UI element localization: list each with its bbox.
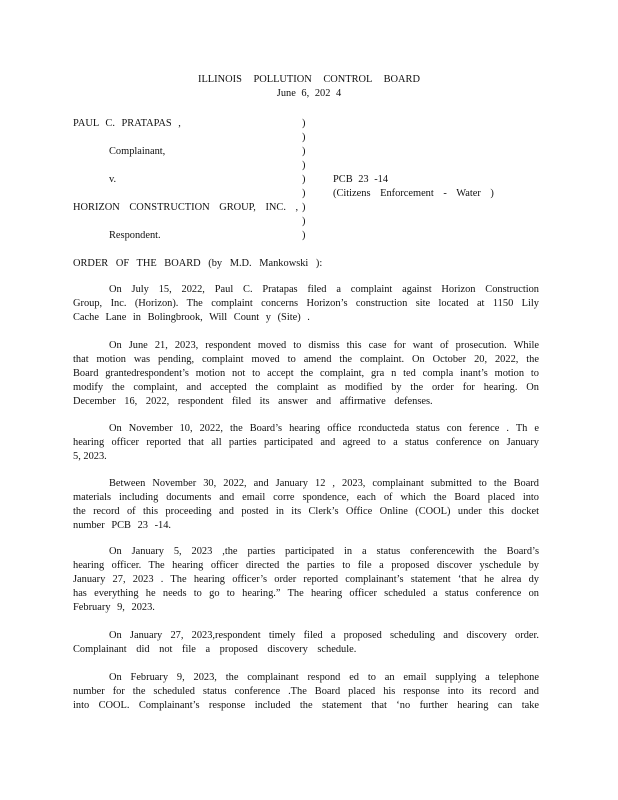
caption-paren: ) (302, 118, 306, 129)
respondent-name: HORIZON CONSTRUCTION GROUP, INC. , (73, 202, 299, 213)
paragraph-line: hearing officer. The hearing officer directed the parties to file a proposed discover yschedule by (73, 560, 539, 571)
board-title: ILLINOIS POLLUTION CONTROL BOARD (197, 74, 420, 85)
paragraph-line: On July 15, 2022, Paul C. Pratapas filed a complaint against Horizon Construction (109, 284, 539, 295)
paragraph-line: February 9, 2023. (73, 602, 155, 613)
paragraph-line: On June 21, 2023, respondent moved to dismiss this case for want of prosecution. While (109, 340, 539, 351)
caption-paren: ) (302, 188, 306, 199)
paragraph-line: On January 27, 2023,respondent timely filed a proposed scheduling and discovery order. (109, 630, 539, 641)
body-paragraph (73, 629, 539, 657)
caption-paren: ) (302, 146, 306, 157)
paragraph-line: December 16, 2022, respondent filed its answer and affirmative defenses. (73, 396, 433, 407)
respondent-role: Respondent. (109, 230, 161, 241)
body-paragraph (73, 339, 539, 409)
paragraph-line: into COOL. Complainant’s response included the statement that ‘no further hearing can take (73, 700, 539, 711)
caption-paren: ) (302, 230, 306, 241)
body-paragraph (73, 422, 539, 464)
complainant-role: Complainant, (109, 146, 166, 157)
paragraph-line: hearing officer reported that all parties participated and agreed to a status conference on January (73, 437, 539, 448)
paragraph-line: Cache Lane in Bolingbrook, Will Count y (Site) . (73, 312, 310, 323)
caption-paren: ) (302, 216, 306, 227)
paragraph-line: materials including documents and email corre spondence, each of which the Board placed into (73, 492, 539, 503)
versus-label: v. (109, 174, 117, 185)
paragraph-line: Complainant did not file a proposed discovery schedule. (73, 644, 357, 655)
complainant-name: PAUL C. PRATAPAS , (73, 118, 181, 129)
paragraph-line: has everything he needs to go to hearing.” The hearing officer scheduled a status conference on (73, 588, 539, 599)
body-paragraph (73, 671, 539, 713)
paragraph-line: Group, Inc. (Horizon). The complaint concerns Horizon’s construction site located at 1150 Lily (73, 298, 539, 309)
paragraph-line: January 27, 2023 . The hearing officer’s order reported complainant’s statement ‘that he alrea dy (73, 574, 539, 585)
paragraph-line: On February 9, 2023, the complainant respond ed to an email supplying a telephone (109, 672, 539, 683)
caption-paren: ) (302, 132, 306, 143)
case-type: (Citizens Enforcement - Water ) (333, 188, 494, 199)
body-paragraph (73, 477, 539, 533)
body-paragraph (73, 283, 539, 325)
body-paragraph (73, 545, 539, 615)
order-date: June 6, 202 4 (276, 88, 342, 99)
paragraph-line: Between November 30, 2022, and January 12 , 2023, complainant submitted to the Board (109, 478, 539, 489)
caption-paren: ) (302, 160, 306, 171)
paragraph-line: that motion was pending, complaint moved to amend the complaint. On October 20, 2022, the (73, 354, 539, 365)
paragraph-line: the record of this proceeding and posted in its Clerk’s Office Online (COOL) under this docket (73, 506, 539, 517)
caption-paren: ) (302, 174, 306, 185)
paragraph-line: number for the scheduled status conference .The Board placed his response into its record and (73, 686, 539, 697)
order-heading: ORDER OF THE BOARD (by M.D. Mankowski ): (73, 258, 323, 269)
caption-paren: ) (302, 202, 306, 213)
paragraph-line: 5, 2023. (73, 451, 107, 462)
paragraph-line: Board grantedrespondent’s motion not to accept the complaint, gra n ted compla inant’s motion to (73, 368, 539, 379)
paragraph-line: number PCB 23 -14. (73, 520, 172, 531)
paragraph-line: On November 10, 2022, the Board’s hearing office rconducteda status con ference . Th e (109, 423, 539, 434)
paragraph-line: On January 5, 2023 ,the parties participated in a status conferencewith the Board’s (109, 546, 539, 557)
paragraph-line: modify the complaint, and accepted the complaint as modified by the order for hearing. On (73, 382, 539, 393)
case-number: PCB 23 -14 (333, 174, 389, 185)
